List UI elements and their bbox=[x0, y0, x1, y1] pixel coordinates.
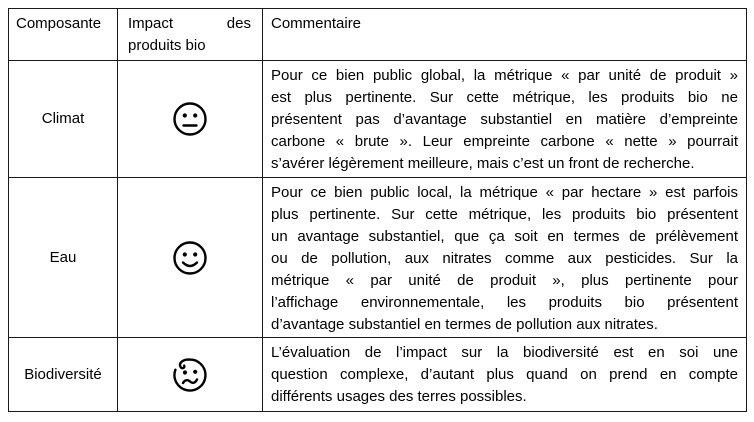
comment-cell bbox=[263, 338, 747, 412]
comment-line: ou de pollution, aux nitrates comme aux pesticides. Sur la bbox=[271, 250, 738, 267]
left-eye bbox=[183, 113, 187, 117]
comment-line: d’avantage substantiel en termes de pollution aux nitrates. bbox=[271, 316, 658, 333]
right-eye bbox=[193, 252, 197, 256]
comment-line: plus pertinente. Sur cette métrique, les produits bio présentent bbox=[271, 206, 738, 223]
comment-line: s’avérer légèrement meilleure, mais c’est un front de recherche. bbox=[271, 155, 695, 172]
component-cell: Climat bbox=[9, 61, 118, 178]
face-outline bbox=[175, 242, 206, 273]
impact-comparison-table bbox=[8, 8, 747, 412]
comment-line: question complexe, d’autant plus quand on prend en compte bbox=[271, 366, 738, 383]
comment-line: l’affichage environnementale, les produits bio présentent bbox=[271, 294, 738, 311]
comment-line: carbone « brute ». Leur empreinte carbone « nette » pourrait bbox=[271, 133, 738, 150]
component-cell: Eau bbox=[9, 178, 118, 338]
table-row-climat bbox=[9, 61, 747, 178]
comment-line: présentent pas d’avantage substantiel en matière d’empreinte bbox=[271, 111, 738, 128]
comment-line: Pour ce bien public local, la métrique « par hectare » est parfois bbox=[271, 184, 738, 201]
comment-line: différents usages des terres possibles. bbox=[271, 388, 527, 405]
mouth bbox=[183, 262, 197, 266]
comment-line: métrique « par unité de produit », plus pertinente pour bbox=[271, 272, 738, 289]
comment-line: un avantage substantiel, que ça soit en termes de prélèvement bbox=[271, 228, 738, 245]
comment-cell bbox=[263, 178, 747, 338]
header-impact-label: Impact des produits bio bbox=[128, 15, 251, 54]
header-impact bbox=[118, 9, 263, 61]
left-eye bbox=[183, 252, 187, 256]
header-component: Composante bbox=[9, 9, 118, 61]
comment-line: est plus pertinente. Sur cette métrique, les produits bio ne bbox=[271, 89, 738, 106]
impact-cell bbox=[118, 178, 263, 338]
neutral-face-icon bbox=[172, 101, 208, 137]
table-row-biodiversite bbox=[9, 338, 747, 412]
smiling-face-icon bbox=[172, 240, 208, 276]
table-header-row bbox=[9, 9, 747, 61]
right-eye bbox=[193, 113, 197, 117]
face-outline bbox=[175, 104, 206, 135]
head-curl bbox=[180, 359, 189, 368]
impact-cell bbox=[118, 61, 263, 178]
right-eye bbox=[193, 369, 197, 373]
mouth bbox=[183, 379, 197, 383]
comment-line: L’évaluation de l’impact sur la biodiversité est en soi une bbox=[271, 344, 738, 361]
table-row-eau bbox=[9, 178, 747, 338]
comment-line: Pour ce bien public global, la métrique « par unité de produit » bbox=[271, 67, 738, 84]
impact-cell bbox=[118, 338, 263, 412]
confused-face-icon bbox=[172, 357, 208, 393]
comment-cell bbox=[263, 61, 747, 178]
header-comment: Commentaire bbox=[263, 9, 747, 61]
left-eye bbox=[183, 370, 187, 374]
component-cell: Biodiversité bbox=[9, 338, 118, 412]
